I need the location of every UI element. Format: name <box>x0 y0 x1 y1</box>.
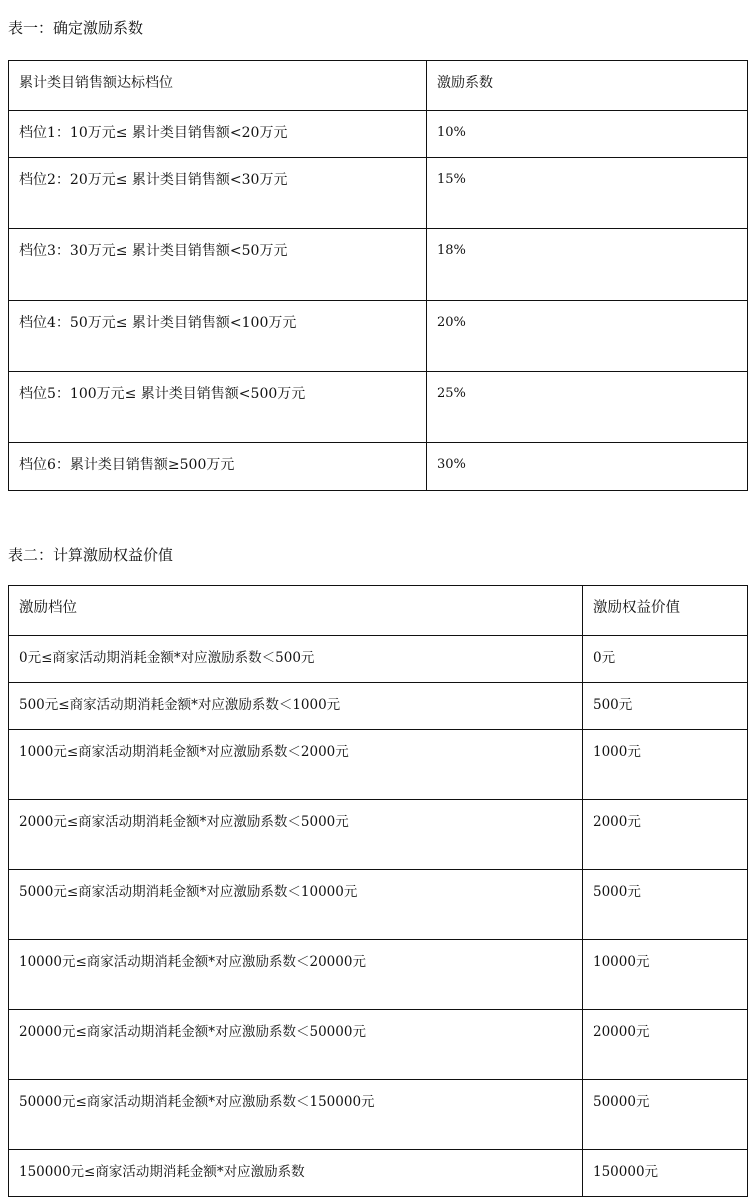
value-cell: 150000元 <box>583 1150 748 1197</box>
coefficient-cell: 20% <box>427 301 748 372</box>
value-cell: 2000元 <box>583 800 748 870</box>
column-header-incentive-value: 激励权益价值 <box>583 586 748 636</box>
table-2-caption: 表二：计算激励权益价值 <box>8 546 174 564</box>
table-row <box>9 730 748 800</box>
condition-cell: 50000元≤商家活动期消耗金额*对应激励系数＜150000元 <box>9 1080 583 1150</box>
condition-cell: 2000元≤商家活动期消耗金额*对应激励系数＜5000元 <box>9 800 583 870</box>
table-row <box>9 940 748 1010</box>
tier-cell: 档位5：100万元≤ 累计类目销售额<500万元 <box>9 372 427 443</box>
condition-cell: 150000元≤商家活动期消耗金额*对应激励系数 <box>9 1150 583 1197</box>
table-row <box>9 800 748 870</box>
condition-cell: 5000元≤商家活动期消耗金额*对应激励系数＜10000元 <box>9 870 583 940</box>
coefficient-cell: 10% <box>427 111 748 158</box>
tier-cell: 档位1：10万元≤ 累计类目销售额<20万元 <box>9 111 427 158</box>
table-row <box>9 372 748 443</box>
value-cell: 5000元 <box>583 870 748 940</box>
condition-cell: 500元≤商家活动期消耗金额*对应激励系数＜1000元 <box>9 683 583 730</box>
table-row <box>9 636 748 683</box>
table-row <box>9 870 748 940</box>
tier-cell: 档位6：累计类目销售额≥500万元 <box>9 443 427 491</box>
table-header-row <box>9 586 748 636</box>
condition-cell: 1000元≤商家活动期消耗金额*对应激励系数＜2000元 <box>9 730 583 800</box>
column-header-incentive-tier: 激励档位 <box>9 586 583 636</box>
value-cell: 20000元 <box>583 1010 748 1080</box>
tier-cell: 档位4：50万元≤ 累计类目销售额<100万元 <box>9 301 427 372</box>
incentive-coefficient-table <box>8 60 748 491</box>
table-1-caption: 表一：确定激励系数 <box>8 19 144 37</box>
table-row <box>9 158 748 229</box>
value-cell: 50000元 <box>583 1080 748 1150</box>
tier-cell: 档位3：30万元≤ 累计类目销售额<50万元 <box>9 229 427 301</box>
column-header-sales-tier: 累计类目销售额达标档位 <box>9 61 427 111</box>
table-row <box>9 683 748 730</box>
coefficient-cell: 25% <box>427 372 748 443</box>
value-cell: 10000元 <box>583 940 748 1010</box>
value-cell: 0元 <box>583 636 748 683</box>
condition-cell: 20000元≤商家活动期消耗金额*对应激励系数＜50000元 <box>9 1010 583 1080</box>
table-row <box>9 443 748 491</box>
table-header-row <box>9 61 748 111</box>
table-row <box>9 301 748 372</box>
condition-cell: 10000元≤商家活动期消耗金额*对应激励系数＜20000元 <box>9 940 583 1010</box>
table-row <box>9 1010 748 1080</box>
condition-cell: 0元≤商家活动期消耗金额*对应激励系数＜500元 <box>9 636 583 683</box>
table-row <box>9 1150 748 1197</box>
coefficient-cell: 30% <box>427 443 748 491</box>
coefficient-cell: 15% <box>427 158 748 229</box>
value-cell: 1000元 <box>583 730 748 800</box>
column-header-coefficient: 激励系数 <box>427 61 748 111</box>
tier-cell: 档位2：20万元≤ 累计类目销售额<30万元 <box>9 158 427 229</box>
table-row <box>9 1080 748 1150</box>
table-row <box>9 111 748 158</box>
value-cell: 500元 <box>583 683 748 730</box>
coefficient-cell: 18% <box>427 229 748 301</box>
incentive-value-table <box>8 585 748 1197</box>
table-row <box>9 229 748 301</box>
